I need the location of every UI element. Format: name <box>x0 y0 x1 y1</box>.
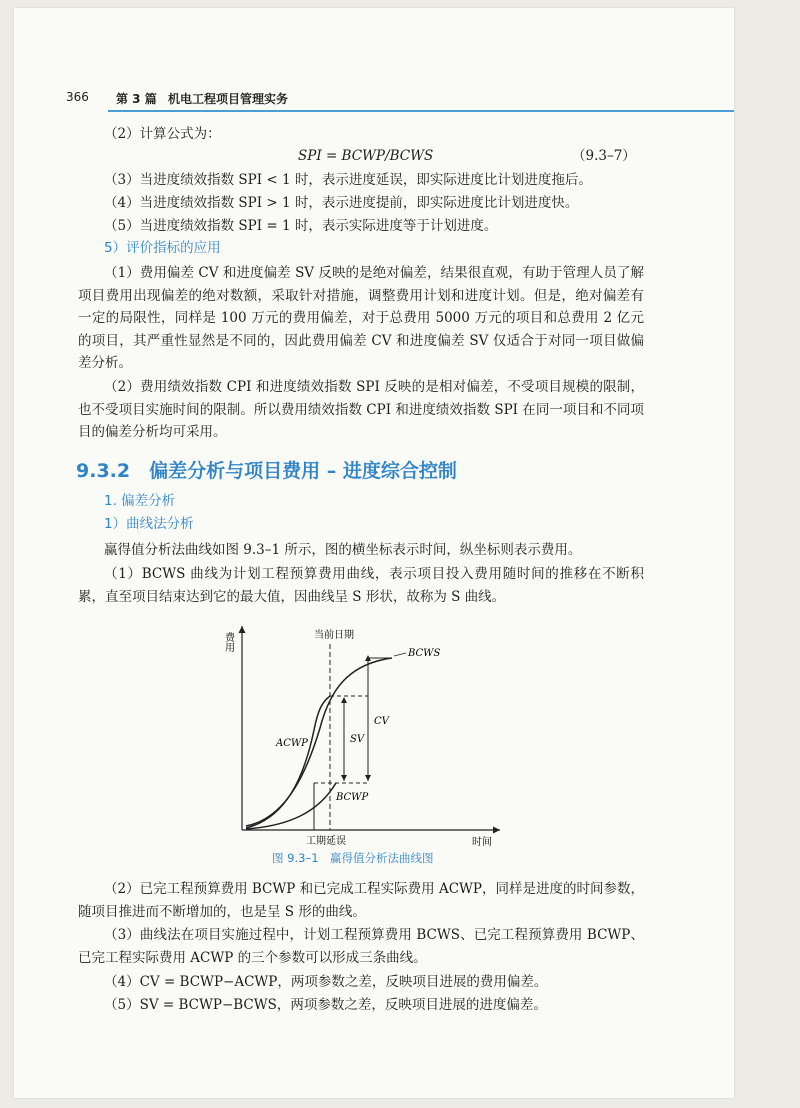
header-rule <box>108 110 734 112</box>
subheading-deviation-analysis: 1. 偏差分析 <box>104 493 176 509</box>
bcws-label: BCWS <box>408 648 441 659</box>
acwp-curve <box>246 696 330 828</box>
paragraph-relative-deviation: （2）费用绩效指数 CPI 和进度绩效指数 SPI 反映的是相对偏差，不受项目规模的限制，也不受项目实施时间的限制。所以费用绩效指数 CPI 和进度绩效指数 SPI 在同一项目和不同项目的偏差分析均可采用。 <box>78 379 644 440</box>
body-line-cv: （4）CV = BCWP−ACWP，两项参数之差，反映项目进展的费用偏差。 <box>104 974 548 990</box>
paragraph-figure-intro: 赢得值分析法曲线如图 9.3–1 所示，图的横坐标表示时间，纵坐标则表示费用。 <box>104 542 582 558</box>
body-line-spi-gt: （4）当进度绩效指数 SPI > 1 时，表示进度提前，即实际进度比计划进度快。 <box>104 195 579 211</box>
subheading-evaluation: 5）评价指标的应用 <box>104 240 221 256</box>
subheading-curve-method: 1）曲线法分析 <box>104 516 194 532</box>
part-label: 第 3 篇 <box>116 92 157 106</box>
body-line-spi-eq: （5）当进度绩效指数 SPI = 1 时，表示实际进度等于计划进度。 <box>104 218 498 234</box>
y-axis-label: 费用 <box>222 632 234 652</box>
bcwp-label: BCWP <box>336 792 369 803</box>
page-number: 366 <box>66 90 89 104</box>
bcws-curve <box>246 658 392 826</box>
x-axis-label: 时间 <box>472 837 492 848</box>
formula: SPI = BCWP/BCWS <box>298 148 434 164</box>
paragraph-absolute-deviation: （1）费用偏差 CV 和进度偏差 SV 反映的是绝对偏差，结果很直观，有助于管理人员了解项目费用出现偏差的绝对数额，采取针对措施，调整费用计划和进度计划。但是，绝对偏差有一定的局限性，同样是 100 万元的费用偏差，对于总费用 5000 万元的项目和总费用 2 亿元的项目，其严重性显然是不同的，因此费用偏差 CV 和进度偏差 SV 仅适合于对同一项目做偏差分析。 <box>78 265 644 371</box>
body-line-spi-lt: （3）当进度绩效指数 SPI < 1 时，表示进度延误，即实际进度比计划进度拖后。 <box>104 172 592 188</box>
acwp-label: ACWP <box>276 738 308 749</box>
paragraph-three-curves: （3）曲线法在项目实施过程中，计划工程预算费用 BCWS、已完工程预算费用 BCWP、已完工程实际费用 ACWP 的三个参数可以形成三条曲线。 <box>78 927 644 966</box>
evm-curve-figure <box>218 618 508 850</box>
part-title: 机电工程项目管理实务 <box>168 92 289 106</box>
current-date-label: 当前日期 <box>314 630 354 641</box>
body-line-calc: （2）计算公式为： <box>104 126 221 142</box>
cv-label: CV <box>374 716 389 727</box>
delay-label: 工期延误 <box>306 836 346 847</box>
running-head <box>66 85 734 107</box>
sv-label: SV <box>350 734 365 745</box>
paragraph-bcwp-acwp: （2）已完工程预算费用 BCWP 和已完成工程实际费用 ACWP，同样是进度的时间参数，随项目推进而不断增加的，也是呈 S 形的曲线。 <box>78 881 644 920</box>
formula-number: （9.3–7） <box>572 148 636 164</box>
body-line-sv: （5）SV = BCWP−BCWS，两项参数之差，反映项目进展的进度偏差。 <box>104 997 547 1013</box>
section-heading: 9.3.2 偏差分析与项目费用 – 进度综合控制 <box>76 460 457 482</box>
figure-caption: 图 9.3–1 赢得值分析法曲线图 <box>272 851 434 865</box>
paragraph-bcws: （1）BCWS 曲线为计划工程预算费用曲线，表示项目投入费用随时间的推移在不断积累，直至项目结束达到它的最大值，因曲线呈 S 形状，故称为 S 曲线。 <box>78 566 644 605</box>
